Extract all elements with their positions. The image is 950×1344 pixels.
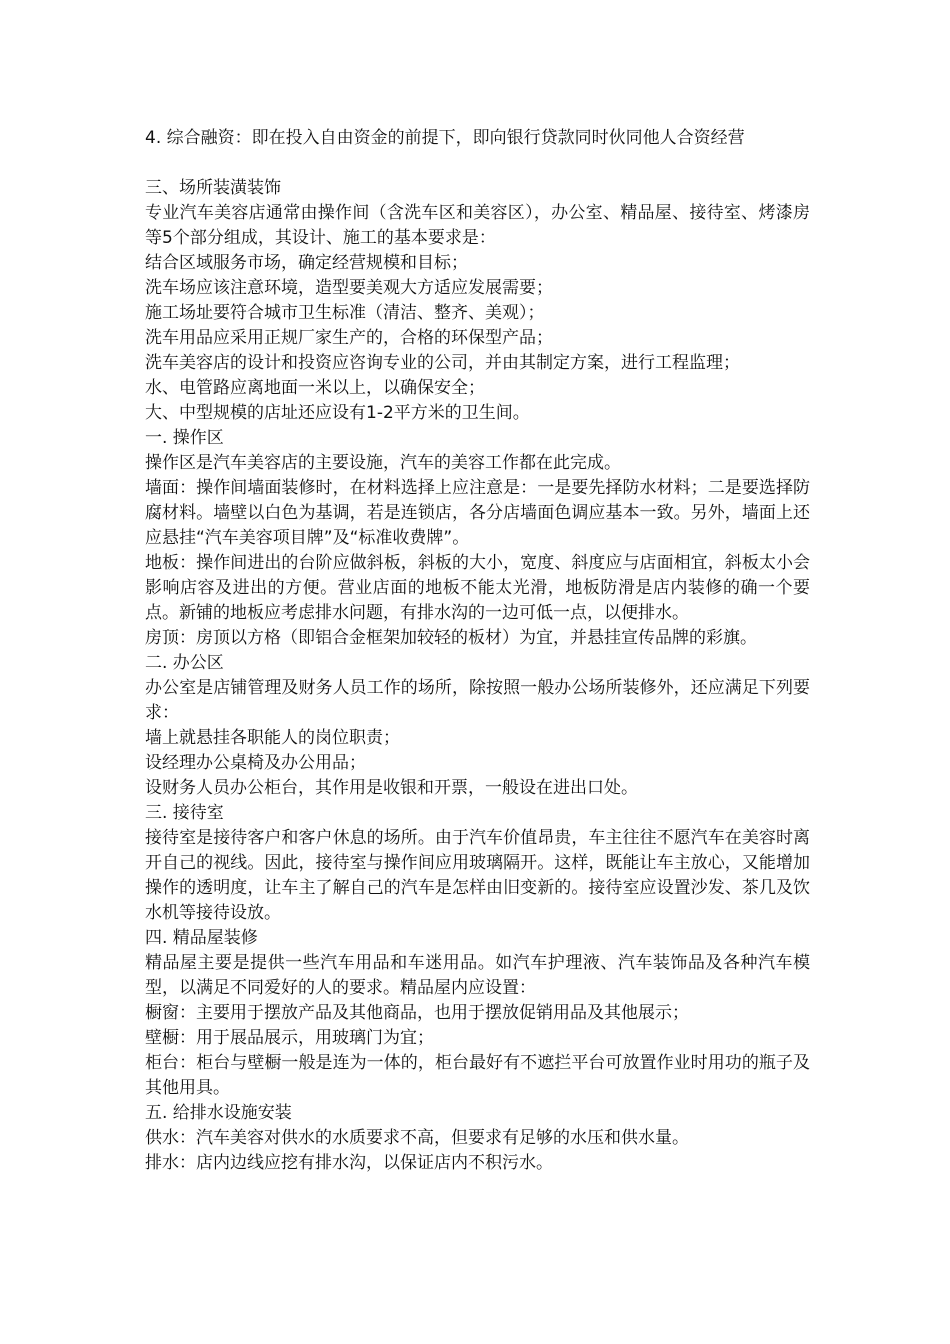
paragraph-roof: 房顶：房顶以方格（即铝合金框架加较轻的板材）为宜，并悬挂宣传品牌的彩旗。 <box>145 628 757 648</box>
list-item: 大、中型规模的店址还应设有1-2平方米的卫生间。 <box>145 403 530 423</box>
subheading-boutique: 四. 精品屋装修 <box>145 928 258 948</box>
subheading-office-area: 二. 办公区 <box>145 653 224 673</box>
list-item: 洗车用品应采用正规厂家生产的，合格的环保型产品； <box>145 328 553 348</box>
blank-line <box>145 151 810 176</box>
list-item: 洗车场应该注意环境，造型要美观大方适应发展需要； <box>145 278 553 298</box>
paragraph-intro: 专业汽车美容店通常由操作间（含洗车区和美容区），办公室、精品屋、接待室、烤漆房等5个部分组成，其设计、施工的基本要求是： <box>145 203 810 248</box>
list-item: 墙上就悬挂各职能人的岗位职责； <box>145 728 400 748</box>
list-item: 洗车美容店的设计和投资应咨询专业的公司，并由其制定方案，进行工程监理； <box>145 353 740 373</box>
list-item: 水、电管路应离地面一米以上，以确保安全； <box>145 378 485 398</box>
list-item: 设财务人员办公柜台，其作用是收银和开票，一般设在进出口处。 <box>145 778 638 798</box>
paragraph-financing: 4. 综合融资：即在投入自由资金的前提下，即向银行贷款同时伙同他人合资经营 <box>145 128 745 148</box>
paragraph: 精品屋主要是提供一些汽车用品和车迷用品。如汽车护理液、汽车装饰品及各种汽车模型，以满足不同爱好的人的要求。精品屋内应设置： <box>145 953 810 998</box>
paragraph: 办公室是店铺管理及财务人员工作的场所，除按照一般办公场所装修外，还应满足下列要求： <box>145 678 810 723</box>
subheading-reception: 三. 接待室 <box>145 803 224 823</box>
list-item: 结合区域服务市场，确定经营规模和目标； <box>145 253 468 273</box>
list-item: 施工场址要符合城市卫生标准（清洁、整齐、美观）； <box>145 303 545 323</box>
paragraph-walls: 墙面：操作间墙面装修时，在材料选择上应注意是：一是要先择防水材料；二是要选择防腐材料。墙壁以白色为基调，若是连锁店，各分店墙面色调应基本一致。另外，墙面上还应悬挂“汽车美容项目牌”及“标准收费牌”。 <box>145 478 810 548</box>
list-item: 设经理办公桌椅及办公用品； <box>145 753 366 773</box>
subheading-operation-area: 一. 操作区 <box>145 428 224 448</box>
document-body <box>145 126 810 1176</box>
list-item: 排水：店内边线应挖有排水沟，以保证店内不积污水。 <box>145 1153 553 1173</box>
section-heading-decoration: 三、场所装潢装饰 <box>145 178 281 198</box>
paragraph: 操作区是汽车美容店的主要设施，汽车的美容工作都在此完成。 <box>145 453 621 473</box>
paragraph-floor: 地板：操作间进出的台阶应做斜板，斜板的大小，宽度、斜度应与店面相宜，斜板太小会影响店容及进出的方便。营业店面的地板不能太光滑，地板防滑是店内装修的确一个要点。新铺的地板应考虑排水问题，有排水沟的一边可低一点，以便排水。 <box>145 553 810 623</box>
paragraph: 接待室是接待客户和客户休息的场所。由于汽车价值昂贵，车主往往不愿汽车在美容时离开自己的视线。因此，接待室与操作间应用玻璃隔开。这样，既能让车主放心，又能增加操作的透明度，让车主了解自己的汽车是怎样由旧变新的。接待室应设置沙发、茶几及饮水机等接待设放。 <box>145 828 810 923</box>
list-item: 柜台：柜台与壁橱一般是连为一体的，柜台最好有不遮拦平台可放置作业时用功的瓶子及其他用具。 <box>145 1053 810 1098</box>
list-item: 橱窗：主要用于摆放产品及其他商品，也用于摆放促销用品及其他展示； <box>145 1003 689 1023</box>
list-item: 壁橱：用于展品展示，用玻璃门为宜； <box>145 1028 434 1048</box>
subheading-water: 五. 给排水设施安装 <box>145 1103 292 1123</box>
list-item: 供水：汽车美容对供水的水质要求不高，但要求有足够的水压和供水量。 <box>145 1128 689 1148</box>
